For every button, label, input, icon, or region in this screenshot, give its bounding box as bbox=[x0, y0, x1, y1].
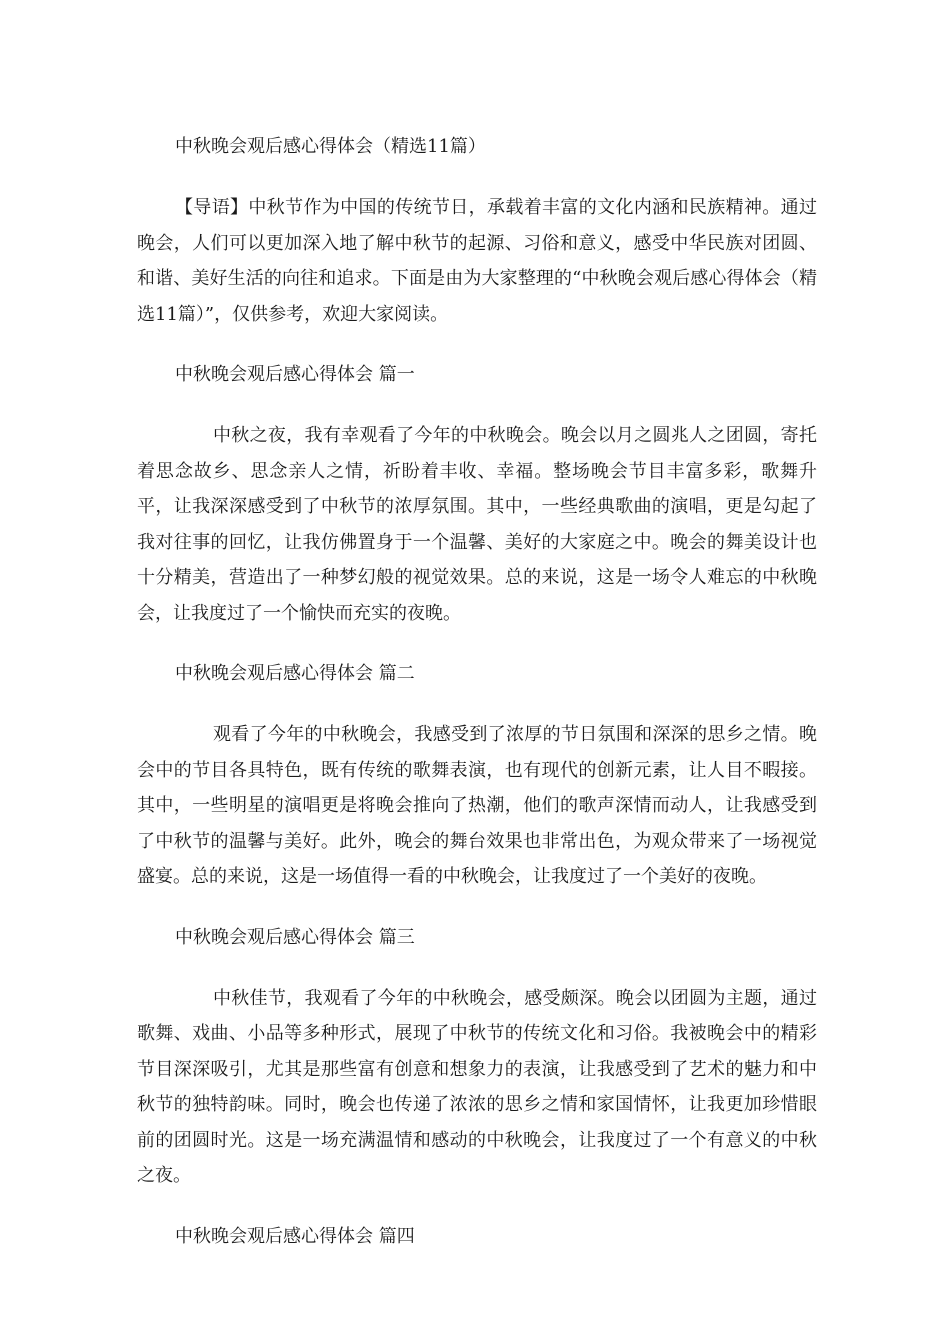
section-heading-3: 中秋晚会观后感心得体会 篇三 bbox=[175, 926, 415, 948]
intro-paragraph: 【导语】中秋节作为中国的传统节日，承载着丰富的文化内涵和民族精神。通过晚会，人们可以更加深入地了解中秋节的起源、习俗和意义，感受中华民族对团圆、和谐、美好生活的向往和追求。下面是由为大家整理的“中秋晚会观后感心得体会（精选11篇）”，仅供参考，欢迎大家阅读。 bbox=[137, 197, 817, 325]
document-title: 中秋晚会观后感心得体会（精选11篇） bbox=[175, 136, 486, 157]
section-heading-1: 中秋晚会观后感心得体会 篇一 bbox=[175, 364, 415, 385]
section-heading-2: 中秋晚会观后感心得体会 篇二 bbox=[175, 663, 415, 684]
document-content bbox=[137, 130, 817, 1280]
section-body-2: 观看了今年的中秋晚会，我感受到了浓厚的节日氛围和深深的思乡之情。晚会中的节目各具特色，既有传统的歌舞表演，也有现代的创新元素，让人目不暇接。其中，一些明星的演唱更是将晚会推向了热潮，他们的歌声深情而动人，让我感受到了中秋节的温馨与美好。此外，晚会的舞台效果也非常出色，为观众带来了一场视觉盛宴。总的来说，这是一场值得一看的中秋晚会，让我度过了一个美好的夜晚。 bbox=[137, 724, 817, 887]
section-body-1: 中秋之夜，我有幸观看了今年的中秋晚会。晚会以月之圆兆人之团圆，寄托着思念故乡、思念亲人之情，祈盼着丰收、幸福。整场晚会节目丰富多彩，歌舞升平，让我深深感受到了中秋节的浓厚氛围。其中，一些经典歌曲的演唱，更是勾起了我对往事的回忆，让我仿佛置身于一个温馨、美好的大家庭之中。晚会的舞美设计也十分精美，营造出了一种梦幻般的视觉效果。总的来说，这是一场令人难忘的中秋晚会，让我度过了一个愉快而充实的夜晚。 bbox=[137, 425, 817, 624]
section-body-3: 中秋佳节，我观看了今年的中秋晚会，感受颇深。晚会以团圆为主题，通过歌舞、戏曲、小品等多种形式，展现了中秋节的传统文化和习俗。我被晚会中的精彩节目深深吸引，尤其是那些富有创意和想象力的表演，让我感受到了艺术的魅力和中秋节的独特韵味。同时，晚会也传递了浓浓的思乡之情和家国情怀，让我更加珍惜眼前的团圆时光。这是一场充满温情和感动的中秋晚会，让我度过了一个有意义的中秋之夜。 bbox=[137, 987, 817, 1186]
section-heading-4: 中秋晚会观后感心得体会 篇四 bbox=[175, 1225, 415, 1247]
